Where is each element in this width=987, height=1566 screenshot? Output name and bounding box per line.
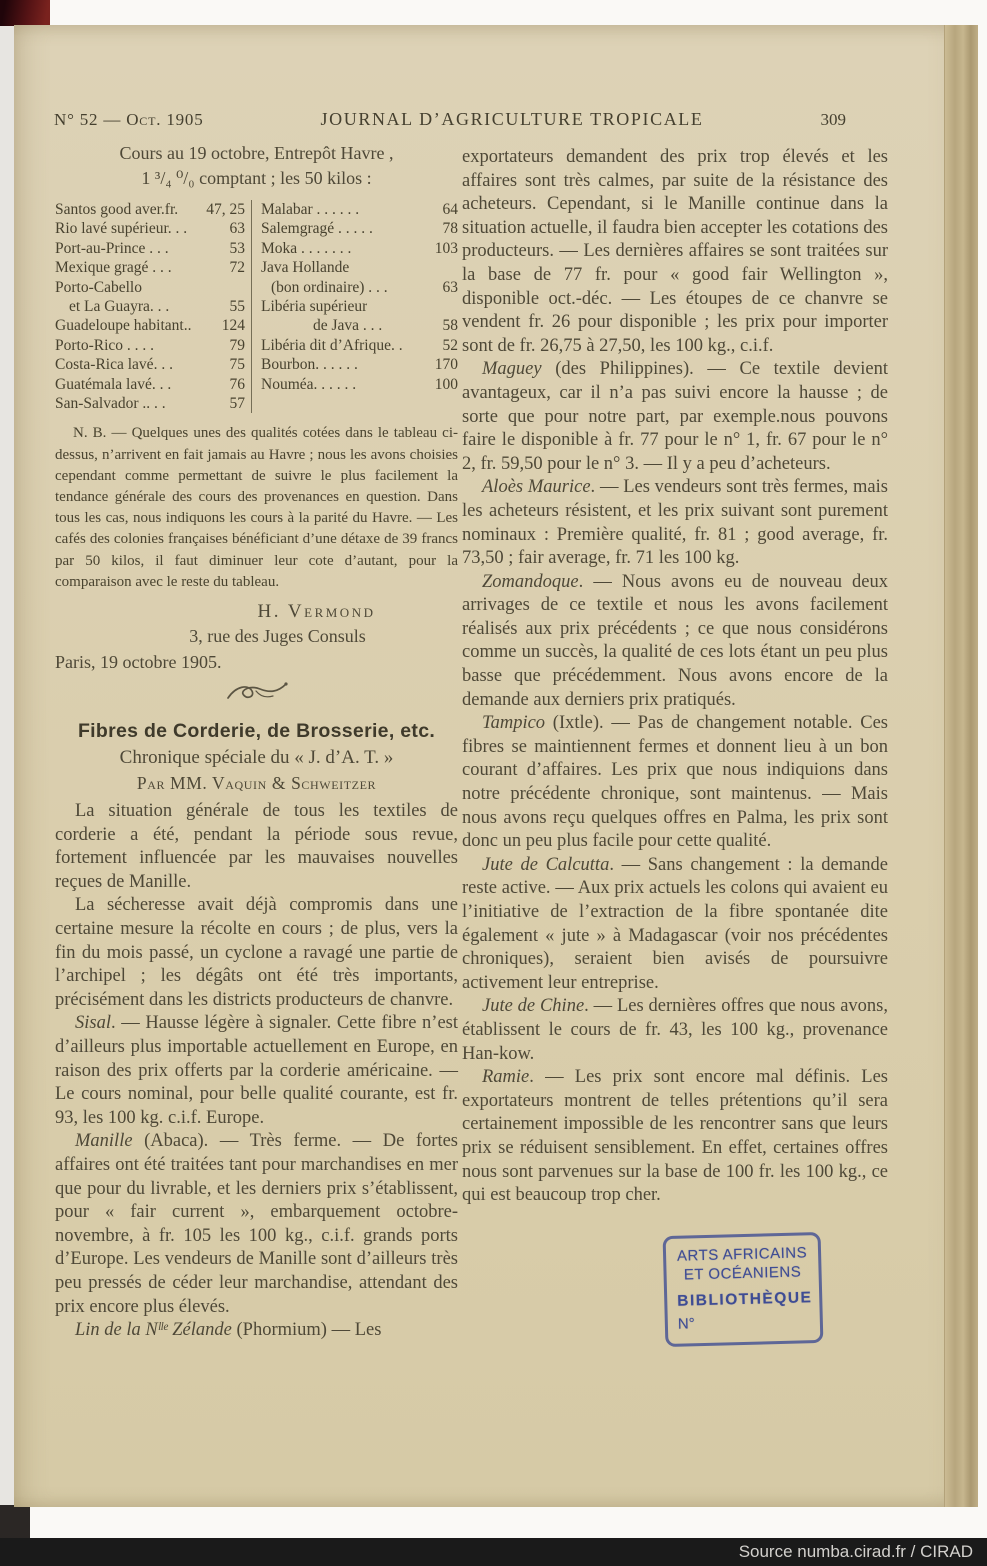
book-binding-bottom bbox=[0, 1505, 30, 1538]
right-column bbox=[462, 146, 888, 1345]
price-row: Santos good aver.fr. 47, 25 bbox=[55, 201, 245, 218]
paragraph: Jute de Calcutta. — Sans changement : la demande reste active. — Aux prix actuels les colons qui avaient eu l’initiative de l’extraction de la fibre spontanée dite également « jute » à Madagascar (voir nos précédentes chroniques), seraient bien avisés de poursuivre activement leur entreprise. bbox=[462, 854, 889, 993]
price-row: Salemgragé . . . . . 78 bbox=[261, 220, 458, 238]
paragraph: Sisal. — Hausse légère à signaler. Cette fibre n’est d’ailleurs plus importable actuellement en Europe, en raison des prix offerts par la corderie américaine. — Le cours nominal, pour belle qualité courante, est fr. 93, les 100 kg. c.i.f. Europe. bbox=[55, 1013, 458, 1128]
price-row: Libéria supérieur bbox=[261, 298, 368, 316]
source-watermark-bar bbox=[0, 1538, 987, 1566]
nota-bene-note: N. B. — Quelques unes des qualités cotées dans le tableau ci-dessus, n’arrivent en fait jamais au Havre ; nous les avons choisies cependant comme permettant de suivre le plus facilement la tendance générale des cours des provenances en question. Dans tous les cas, nous indiquons les cours à la parité du Havre. — Les cafés des colonies françaises bénéficiant d’une détaxe de 39 francs par 50 kilos, il faut diminuer leur cote d’autant, pour la comparaison avec le reste du tableau. bbox=[55, 425, 458, 590]
flourish-divider-icon bbox=[55, 681, 458, 710]
journal-page bbox=[14, 25, 978, 1507]
paragraph: Manille (Abaca). — Très ferme. — De fortes affaires ont été traitées tant pour marchandises en mer que pour du livrable, et les derniers prix s’établissent, pour « fair current », embarquement octobre-novembre, à fr. 105 les 100 kg., c.i.f. grands ports d’Europe. Les vendeurs de Manille sont d’ailleurs très peu pressés de céder leur marchandise, attendant des prix encore plus élevés. bbox=[55, 1131, 458, 1317]
stamp-line: BIBLIOTHÈQUE bbox=[677, 1288, 813, 1310]
price-row: San-Salvador .. . . 57 bbox=[55, 395, 245, 413]
page-number: 309 bbox=[820, 110, 846, 129]
signature-place-date: Paris, 19 octobre 1905. bbox=[55, 652, 222, 673]
price-table-right-column bbox=[252, 200, 458, 413]
paragraph: Zomandoque. — Nous avons eu de nouveau deux arrivages de ce textile et nous les avons facilement réalisés aux prix précédents ; ce que nous considérons comme un succès, la qualité de ces lots étant un peu plus basse que précédemment. Nous avons encore de la demande aux derniers prix pratiqués. bbox=[462, 571, 888, 710]
price-row: Porto-Cabello bbox=[55, 278, 142, 296]
price-row: Mexique gragé . . . 72 bbox=[55, 259, 245, 277]
left-column bbox=[55, 141, 458, 1343]
price-row: Rio lavé supérieur. . . 63 bbox=[55, 220, 245, 238]
stamp-line: ET OCÉANIENS bbox=[683, 1263, 802, 1284]
journal-title: JOURNAL D’AGRICULTURE TROPICALE bbox=[320, 109, 704, 129]
price-row: Bourbon. . . . . . 170 bbox=[261, 356, 458, 374]
section-subtitle: Chronique spéciale du « J. d’A. T. » bbox=[119, 747, 394, 769]
section-byline: Par MM. Vaquin & Schweitzer bbox=[136, 773, 377, 794]
source-label: Source numba.cirad.fr / CIRAD bbox=[738, 1542, 973, 1561]
price-row: Porto-Rico . . . . 79 bbox=[55, 336, 245, 354]
price-row: Java Hollande bbox=[261, 259, 350, 277]
price-row: Malabar . . . . . . 64 bbox=[261, 201, 458, 218]
price-row: de Java . . . 58 bbox=[313, 317, 458, 335]
scan-left-margin bbox=[0, 0, 14, 1538]
price-table-left-column bbox=[55, 200, 252, 413]
paragraph: Jute de Chine. — Les dernières offres que nous avons, établissent le cours de fr. 43, les 100 kg., provenance Han-kow. bbox=[462, 996, 888, 1064]
price-row: (bon ordinaire) . . . 63 bbox=[271, 278, 458, 296]
paragraph: Aloès Maurice. — Les vendeurs sont très fermes, mais les acheteurs résistent, et les prix suivant sont purement nominaux : Première qualité, fr. 81 ; good average, fr. 73,50 ; fair average, fr. 71 les 100 kg. bbox=[462, 477, 888, 569]
page-edge-stack bbox=[944, 25, 978, 1507]
price-row: Guatémala lavé. . . 76 bbox=[55, 375, 245, 393]
paragraph: Maguey (des Philippines). — Ce textile devient avantageux, car il n’a pas suivi encore la hausse ; de sorte que pour notre part, par exemple.nous pouvons faire le disponible à fr. 77 pour le n° 1, fr. 67 pour le n° 2, fr. 59,50 pour le n° 3. — Il y a peu d’acheteurs. bbox=[462, 359, 888, 474]
price-row: Nouméa. . . . . . 100 bbox=[261, 375, 458, 393]
paragraph: Lin de la Nˡˡᵉ Zélande (Phormium) — Les bbox=[75, 1320, 382, 1341]
price-row: et La Guayra. . . 55 bbox=[69, 298, 245, 316]
paragraph: exportateurs demandent des prix trop élevés et les affaires sont très calmes, par suite de la résistance des acheteurs. Cependant, si le Manille continue dans la situation actuelle, il faudra bien accepter les cotations des producteurs. — Les dernières affaires se sont traitées sur la base de 77 fr. pour « good fair Wellington », disponible oct.-déc. — Les étoupes de ce chanvre se vendent fr. 26 pour disponible ; les prix pour importer sont de fr. 26,75 à 27,50, les 100 kg., c.i.f. bbox=[462, 147, 888, 356]
paragraph: Tampico (Ixtle). — Pas de changement notable. Ces fibres se maintiennent fermes et donnent lieu à un bon courant d’affaires. Les prix que nous indiquions dans notre précédente chronique, sont maintenus. — Mais nous avons reçu quelques offres en Palma, les prix sont donc un peu plus facile pour cette qualité. bbox=[462, 713, 888, 852]
stamp-line: ARTS AFRICAINS bbox=[676, 1244, 808, 1265]
price-row: Guadeloupe habitant.. 124 bbox=[55, 317, 245, 335]
price-row: Port-au-Prince . . . 53 bbox=[55, 239, 245, 257]
paragraph: La situation générale de tous les textiles de corderie a été, pendant la période sous revue, fortement influencée par les mauvaises nouvelles reçues de Manille. bbox=[55, 801, 458, 892]
book-binding-corner bbox=[0, 0, 50, 26]
paragraph: La sécheresse avait déjà compromis dans une certaine mesure la récolte en cours ; de plus, vers la fin du mois passé, un cyclone a ravagé une partie de l’archipel ; les dégâts ont été très importants, précisément dans les districts producteurs de chanvre. bbox=[55, 895, 458, 1010]
quotes-heading-line1: Cours au 19 octobre, Entrepôt Havre , bbox=[119, 143, 394, 163]
price-row: Moka . . . . . . . 103 bbox=[261, 239, 458, 257]
price-row: Costa-Rica lavé. . . 75 bbox=[55, 356, 245, 374]
coffee-price-table bbox=[55, 200, 458, 413]
price-row: Libéria dit d’Afrique. . 52 bbox=[261, 336, 458, 354]
section-title: Fibres de Corderie, de Brosserie, etc. bbox=[77, 720, 436, 743]
signature-address: 3, rue des Juges Consuls bbox=[189, 626, 366, 647]
paragraph: Ramie. — Les prix sont encore mal définis. Les exportateurs montrent de telles prétentions qu’il sera certainement impossible de les rencontrer sans que leurs prix se réduisent sensiblement. En effet, certaines offres nous sont parvenues sur la base de 100 fr. les 100 kg., ce qui est beaucoup trop cher. bbox=[462, 1067, 888, 1206]
quotes-heading-line2: 1 ³/₄ ⁰/₀ comptant ; les 50 kilos : bbox=[141, 168, 372, 188]
library-stamp bbox=[663, 1232, 824, 1347]
issue-number: N° 52 — Oct. 1905 bbox=[54, 110, 204, 129]
page-header bbox=[54, 109, 846, 130]
signature-name: H. Vermond bbox=[257, 601, 376, 623]
stamp-number-line: N° bbox=[677, 1314, 695, 1333]
